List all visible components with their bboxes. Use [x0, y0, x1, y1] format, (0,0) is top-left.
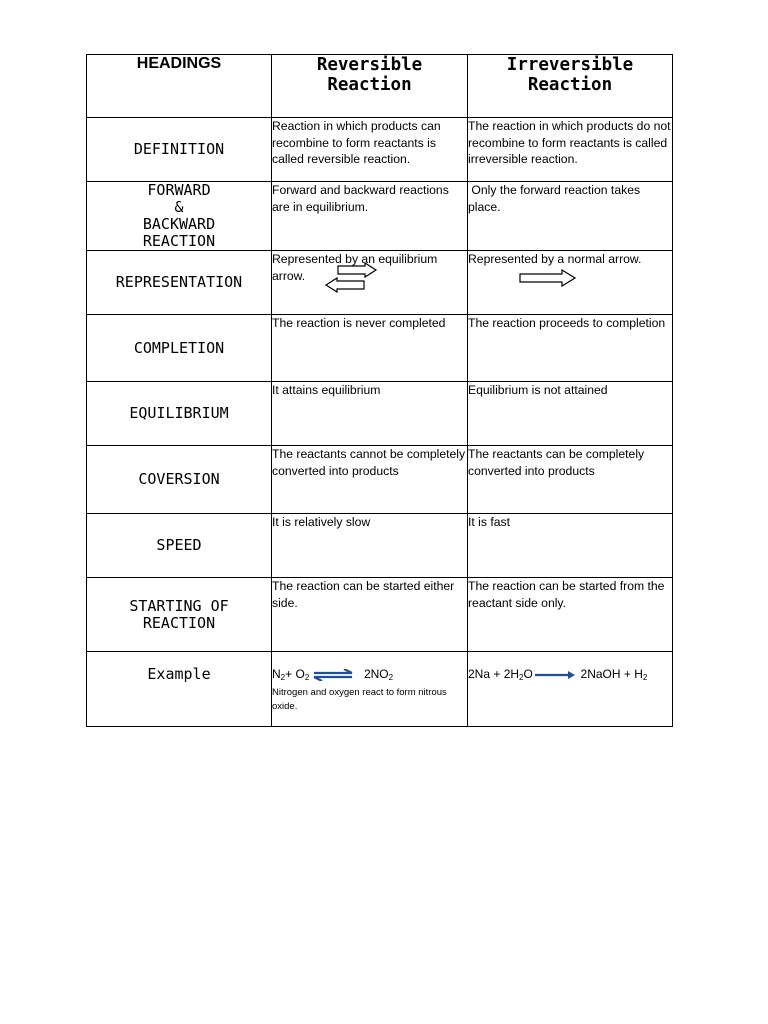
reversible-cell: The reaction is never completed: [272, 315, 468, 382]
irreversible-cell: [468, 251, 673, 315]
row-label: Example: [87, 652, 272, 727]
eq-sub: 2: [280, 673, 286, 682]
eq-text: O: [523, 667, 533, 681]
reversible-cell: It attains equilibrium: [272, 382, 468, 446]
eq-text: + O: [285, 667, 305, 681]
row-label: SPEED: [87, 514, 272, 578]
row-conversion: [87, 446, 673, 514]
row-example: [87, 652, 673, 727]
row-representation: [87, 251, 673, 315]
row-completion: [87, 315, 673, 382]
row-forward-backward: [87, 182, 673, 251]
eq-text: N: [272, 667, 281, 681]
irreversible-cell: The reactants can be completely converted into products: [468, 446, 673, 514]
row-label: COMPLETION: [87, 315, 272, 382]
irreversible-cell: The reaction in which products do not recombine to form reactants is called irreversible reaction.: [468, 118, 673, 182]
irreversible-text: Represented by a normal arrow.: [468, 252, 642, 266]
row-label: [87, 182, 272, 251]
reversible-cell: Forward and backward reactions are in equilibrium.: [272, 182, 468, 251]
reversible-cell: Reaction in which products can recombine to form reactants is called reversible reaction.: [272, 118, 468, 182]
irreversible-equation: [468, 666, 672, 686]
eq-sub: 2: [519, 673, 524, 682]
row-label-line: FORWARD: [147, 181, 211, 199]
reversible-example-cell: [272, 652, 468, 727]
eq-text: 2Na + 2H: [468, 667, 520, 681]
header-irreversible-text: Irreversible Reaction: [506, 55, 634, 95]
irreversible-cell: The reaction proceeds to completion: [468, 315, 673, 382]
irreversible-cell: The reaction can be started from the reactant side only.: [468, 578, 673, 652]
reversible-example-note: Nitrogen and oxygen react to form nitrous oxide.: [272, 687, 447, 712]
comparison-table: [86, 54, 673, 727]
row-label-line: REACTION: [142, 613, 216, 632]
reversible-cell: It is relatively slow: [272, 514, 468, 578]
reversible-cell: [272, 251, 468, 315]
eq-sub: 2: [304, 673, 310, 682]
header-row: [87, 55, 673, 118]
right-arrow-icon: [534, 670, 576, 680]
row-label: DEFINITION: [87, 118, 272, 182]
row-label: REPRESENTATION: [87, 251, 272, 315]
header-irreversible: [468, 55, 673, 118]
irreversible-example-cell: [468, 652, 673, 727]
header-reversible: [272, 55, 468, 118]
row-equilibrium: [87, 382, 673, 446]
equilibrium-arrow-icon: [320, 263, 382, 293]
row-starting: [87, 578, 673, 652]
eq-text: 2NO: [363, 667, 389, 681]
row-label: [87, 578, 272, 652]
header-reversible-text: Reversible Reaction: [316, 55, 423, 95]
right-arrow-icon: [518, 269, 578, 287]
row-label: EQUILIBRIUM: [87, 382, 272, 446]
reversible-cell: The reaction can be started either side.: [272, 578, 468, 652]
eq-sub: 2: [642, 673, 648, 682]
irreversible-cell: It is fast: [468, 514, 673, 578]
header-headings: HEADINGS: [87, 55, 272, 118]
row-label-line: &: [174, 198, 184, 216]
row-label-line: BACKWARD: [142, 215, 216, 233]
eq-text: 2NaOH + H: [580, 667, 643, 681]
row-definition: [87, 118, 673, 182]
reversible-cell: The reactants cannot be completely converted into products: [272, 446, 468, 514]
eq-sub: 2: [388, 673, 394, 682]
reversible-text: Represented by an equilibrium arrow.: [272, 252, 438, 283]
reversible-equation: [272, 666, 467, 686]
row-label: COVERSION: [87, 446, 272, 514]
row-label-line: REACTION: [142, 232, 216, 250]
row-speed: [87, 514, 673, 578]
row-label-line: STARTING OF: [129, 596, 229, 615]
irreversible-cell: Only the forward reaction takes place.: [468, 182, 673, 251]
equilibrium-harpoon-icon: [312, 669, 354, 681]
irreversible-cell: Equilibrium is not attained: [468, 382, 673, 446]
